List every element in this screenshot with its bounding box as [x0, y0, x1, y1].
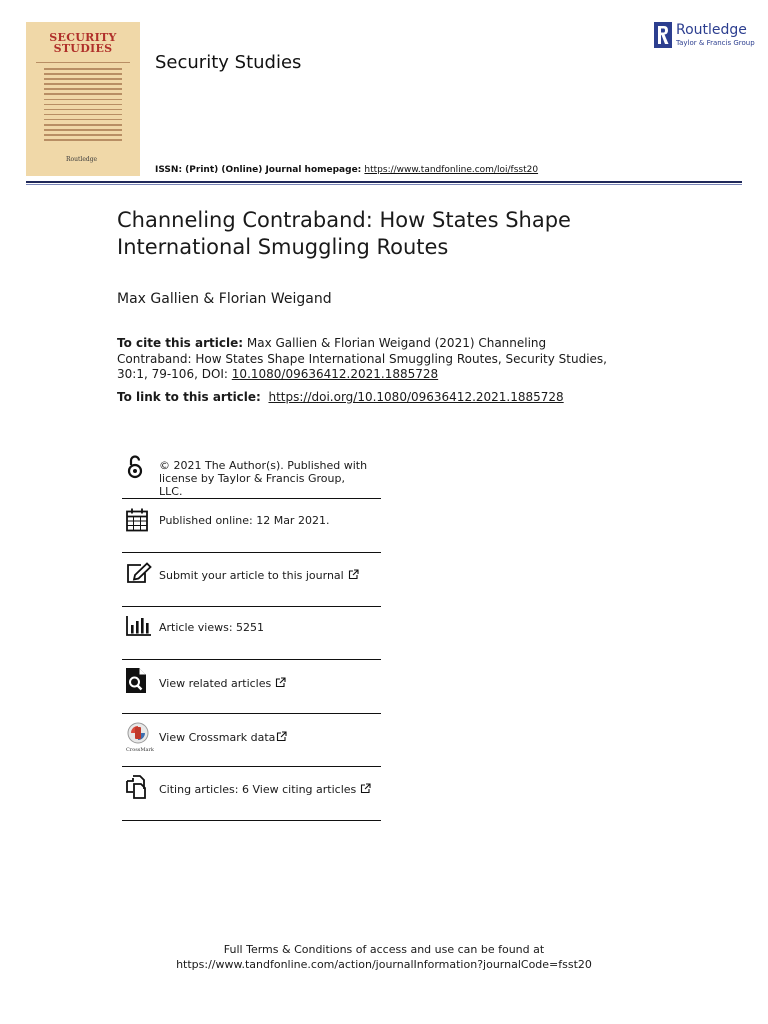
citing-articles-link[interactable] [159, 783, 371, 796]
external-link-icon [276, 731, 287, 742]
crossmark-text: View Crossmark data [159, 731, 276, 744]
crossmark-icon [126, 722, 154, 753]
submit-row[interactable] [122, 553, 381, 607]
header-rule-thin [26, 184, 742, 185]
issn-text: ISSN: (Print) (Online) Journal homepage: [155, 165, 365, 175]
bar-chart-icon [126, 616, 152, 636]
article-info-list [122, 445, 381, 821]
citing-articles-icon [126, 775, 150, 799]
cover-contents [44, 68, 122, 144]
related-row[interactable] [122, 660, 381, 714]
header-rule [26, 181, 742, 183]
crossmark-badge-icon [126, 722, 152, 744]
cover-publisher: Routledge [66, 156, 98, 163]
external-link-icon [348, 569, 359, 580]
link-label: To link to this article: [117, 390, 261, 404]
cover-rule [36, 62, 130, 63]
open-access-icon [126, 454, 144, 480]
journal-homepage-link[interactable]: https://www.tandfonline.com/loi/fsst20 [364, 165, 539, 175]
footer-line1: Full Terms & Conditions of access and use can be found at [223, 943, 545, 956]
routledge-sub: Taylor & Francis Group [676, 39, 755, 47]
cite-text: Max Gallien & Florian Weigand (2021) Channeling Contraband: How States Shape International Smuggling Routes, Security Studies, 30:1, 79-106, DOI: [117, 336, 607, 381]
edit-icon [126, 562, 152, 584]
routledge-r-icon [654, 22, 672, 48]
calendar-icon [126, 508, 148, 532]
citing-row[interactable] [122, 767, 381, 821]
issn-line [155, 165, 538, 175]
license-row [122, 445, 381, 499]
crossmark-link[interactable] [159, 731, 287, 744]
license-text: © 2021 The Author(s). Published with license by Taylor & Francis Group, LLC. [159, 459, 368, 498]
external-link-icon [275, 677, 286, 688]
article-title: Channeling Contraband: How States Shape International Smuggling Routes [117, 208, 571, 259]
citation-block [117, 336, 617, 383]
related-text: View related articles [159, 677, 272, 690]
routledge-logo [654, 22, 754, 50]
crossmark-row[interactable] [122, 714, 381, 767]
published-text: Published online: 12 Mar 2021. [159, 514, 330, 527]
views-row [122, 607, 381, 660]
published-row [122, 499, 381, 553]
related-articles-link[interactable] [159, 677, 286, 690]
routledge-word: Routledge [676, 22, 747, 38]
article-url-link[interactable]: https://doi.org/10.1080/09636412.2021.1885728 [268, 390, 564, 404]
cover-title-line1: SECURITY [49, 31, 117, 44]
doi-link[interactable]: 10.1080/09636412.2021.1885728 [231, 367, 439, 381]
cover-title-line2: STUDIES [53, 42, 113, 55]
related-articles-icon [126, 668, 146, 693]
link-line [117, 390, 637, 404]
external-link-icon [360, 783, 371, 794]
submit-text: Submit your article to this journal [159, 569, 344, 582]
journal-name: Security Studies [155, 52, 302, 73]
crossmark-logo-text: CrossMark [126, 747, 154, 753]
footer-terms-link[interactable]: https://www.tandfonline.com/action/journalInformation?journalCode=fsst20 [176, 958, 592, 971]
journal-cover [26, 22, 140, 176]
citing-text: Citing articles: 6 View citing articles [159, 783, 357, 796]
cite-label: To cite this article: [117, 336, 244, 350]
article-authors: Max Gallien & Florian Weigand [117, 291, 332, 307]
footer [0, 942, 768, 972]
cover-title [26, 32, 140, 54]
submit-article-link[interactable] [159, 569, 359, 582]
views-text: Article views: 5251 [159, 621, 265, 634]
